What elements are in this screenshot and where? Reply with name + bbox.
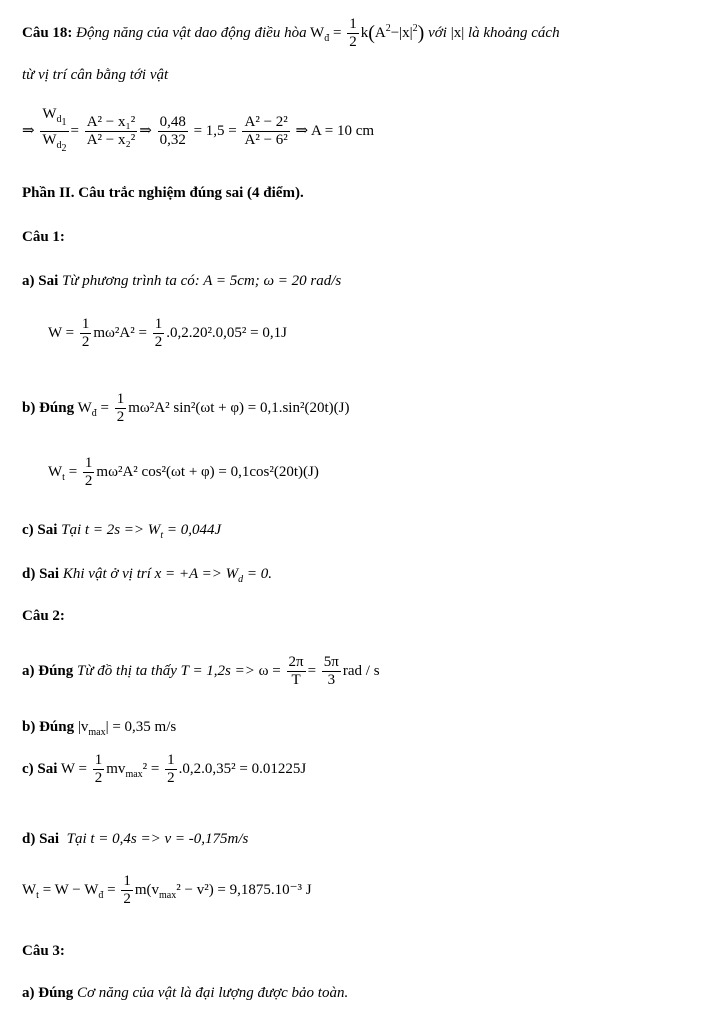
fraction-ratio: $\frac{0,48}{0,32}$: [159, 114, 186, 148]
cau1-c: c) Sai Tại $t = 2s => W_t = 0,044J$: [22, 522, 222, 541]
cau3-label: Câu 3:: [22, 943, 65, 959]
cau1-b: b) Đúng $W_đ$ = $\frac{1}{2}$ mω²A² sin²(ωt + φ) = 0,1.sin²(20t)(J): [22, 391, 350, 425]
cau2-b: b) Đúng $|v_{max}| = 0,35$ m/s: [22, 719, 177, 738]
cau1-label: Câu 1:: [22, 229, 65, 245]
cau18-with: với: [428, 24, 447, 41]
cau18-tail: là khoảng cách: [467, 24, 560, 41]
fraction-half: $\frac{1}{2}$: [349, 16, 357, 50]
section-title: Phần II. Câu trắc nghiệm đúng sai (4 điểm).: [22, 185, 304, 201]
fraction-a-values: $\frac{\text{A² − 2²}}{\text{A² − 6²}}$: [244, 114, 288, 148]
cau1-a: a) Sai Từ phương trình ta có: A = 5cm; ω = 20 rad/s: [22, 273, 342, 289]
cau3-a: a) Đúng Cơ năng của vật là đại lượng được bảo toàn.: [22, 985, 349, 1001]
cau18-formula: $W_đ$ = $\frac{1}{2}$ $k(A^2-|x|^2)$: [310, 16, 425, 50]
fraction-wd1-wd2: $\frac{W_{d_1}}{W_{d_2}}$: [42, 106, 67, 154]
fraction-ax: $\frac{\text{A² − x₁²}}{\text{A² − x₂²}}$: [86, 114, 136, 148]
cau18-line2: từ vị trí cân bằng tới vật: [22, 67, 169, 83]
cau18-label: Câu 18:: [22, 24, 73, 41]
cau1-b2: $W_t$ = $\frac{1}{2}$ mω²A² cos²(ωt + φ) = 0,1cos²(20t)(J): [48, 455, 319, 489]
cau1-d: d) Sai Khi vật ở vị trí $x = +A => W_d = 0$.: [22, 566, 273, 585]
cau2-d: d) Sai Tại t = 0,4s => v = -0,175m/s: [22, 831, 249, 847]
cau2-label: Câu 2:: [22, 608, 65, 624]
cau18-intro: Động năng của vật dao động điều hòa: [76, 24, 307, 41]
cau2-c: c) Sai W = $\frac{1}{2}$ $mv_{max}^2$ = $\frac{1}{2}$ .0,2.0,35² = 0.01225J: [22, 752, 307, 786]
cau2-a: a) Đúng Từ đồ thị ta thấy T = 1,2s => ω = $\frac{2\pi}{T}$ = $\frac{5\pi}{3}$ rad / s: [22, 654, 380, 688]
cau18-equation: ⇒ $\frac{W_{d_1}}{W_{d_2}}$ = $\frac{\text{A² − x₁²}}{\text{A² − x₂²}}$ ⇒ $\frac{0,48}{0,32}$ = 1,5 = $\frac{\text{A² − 2²}}{\text{A² − 6²}}$ ⇒ A = 10 cm: [22, 106, 374, 157]
cau18-line1: [22, 16, 560, 51]
cau2-e: $W_t = W - W_đ$ = $\frac{1}{2}$ $m(v_{max}^2 - v^2) = 9,1875.10^{-3}$ J: [22, 873, 312, 907]
cau1-a-formula: W = $\frac{1}{2}$ mω²A² = $\frac{1}{2}$ .0,2.20².0,05² = 0,1J: [48, 316, 287, 350]
cau18-absx: |x|: [450, 24, 465, 41]
